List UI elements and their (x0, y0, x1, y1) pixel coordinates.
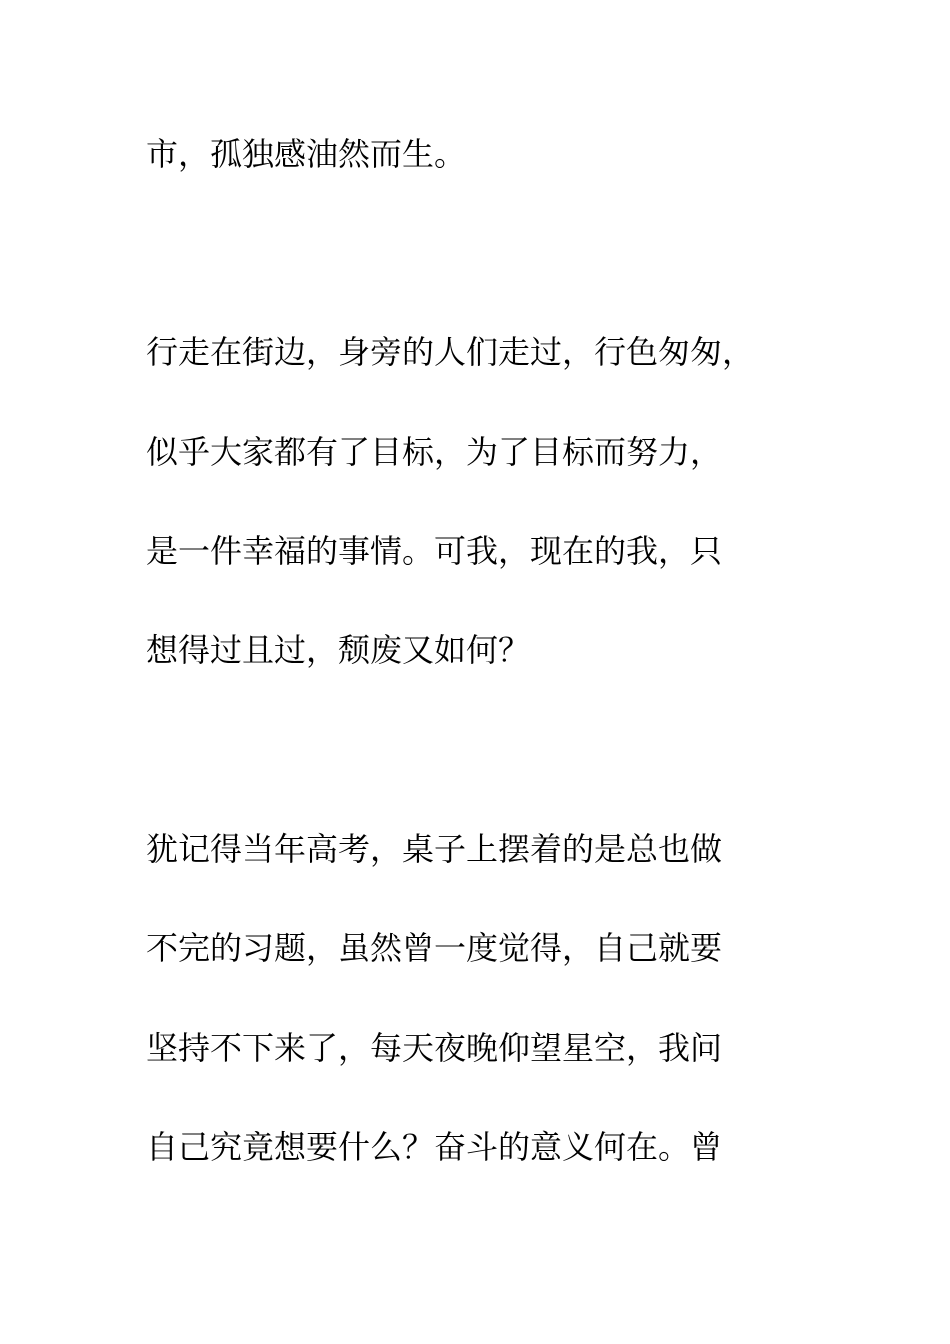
text-line: 坚持不下来了，每天夜晚仰望星空，我问 (146, 1029, 723, 1067)
text-line: 犹记得当年高考，桌子上摆着的是总也做 (146, 830, 723, 868)
text-line: 似乎大家都有了目标，为了目标而努力， (146, 433, 723, 471)
text-line: 是一件幸福的事情。可我，现在的我，只 (146, 532, 723, 570)
text-line: 不完的习题，虽然曾一度觉得，自己就要 (146, 929, 723, 967)
text-line: 自己究竟想要什么？奋斗的意义何在。曾 (146, 1128, 723, 1166)
text-line: 想得过且过，颓废又如何？ (146, 631, 531, 669)
text-line: 行走在街边，身旁的人们走过，行色匆匆， (146, 333, 755, 371)
text-line: 市，孤独感油然而生。 (146, 135, 467, 173)
